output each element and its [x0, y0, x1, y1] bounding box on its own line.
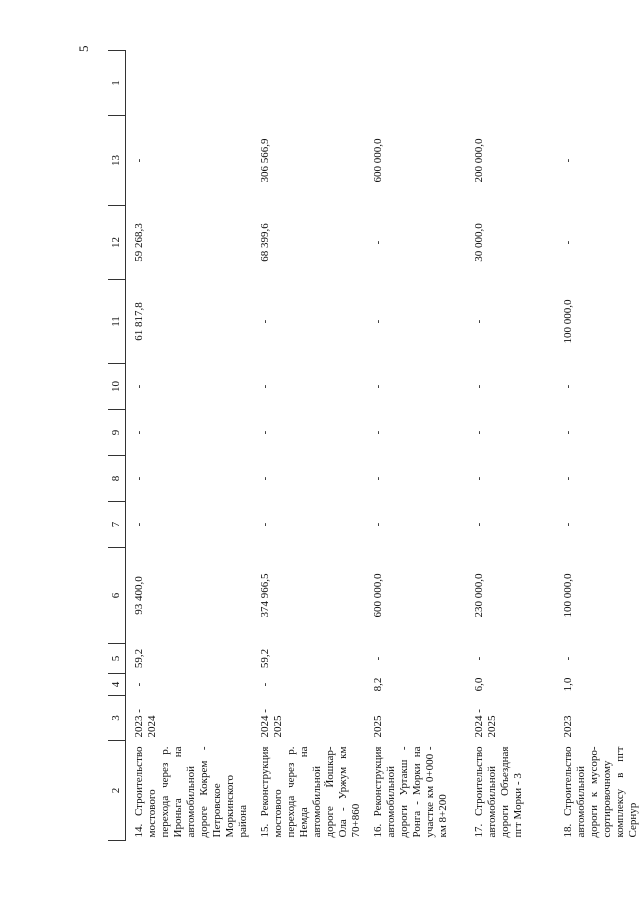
- value-cell: -: [473, 476, 485, 481]
- column-number: 3: [108, 696, 126, 741]
- table-row: [555, 51, 640, 841]
- value-cell: -: [473, 522, 485, 527]
- years-cell: 2023: [562, 715, 574, 738]
- value-cell: -: [259, 682, 271, 687]
- value-cell: -: [133, 430, 145, 435]
- column-number: 2: [108, 741, 126, 841]
- value-cell: -: [372, 656, 384, 661]
- column-number: 7: [108, 502, 126, 548]
- years-cell: 2023 - 2024: [133, 709, 158, 738]
- value-cell: -: [562, 656, 574, 661]
- years-cell: 2024 - 2025: [473, 709, 498, 738]
- value-cell: -: [133, 384, 145, 389]
- value-cell: 93 400,0: [133, 576, 145, 615]
- value-cell: -: [562, 158, 574, 163]
- value-cell: 306 566,9: [259, 138, 271, 183]
- table-row: [126, 51, 253, 841]
- value-cell: -: [562, 240, 574, 245]
- column-number: 13: [108, 116, 126, 206]
- value-cell: -: [372, 430, 384, 435]
- value-cell: -: [133, 682, 145, 687]
- value-cell: -: [133, 158, 145, 163]
- value-cell: 59,2: [133, 648, 145, 669]
- value-cell: -: [372, 522, 384, 527]
- value-cell: 600 000,0: [372, 573, 384, 618]
- value-cell: -: [133, 522, 145, 527]
- value-cell: -: [473, 319, 485, 324]
- value-cell: -: [372, 240, 384, 245]
- value-cell: 100 000,0: [562, 299, 574, 344]
- value-cell: -: [473, 384, 485, 389]
- column-number: 10: [108, 364, 126, 410]
- value-cell: -: [473, 430, 485, 435]
- table-row: [252, 51, 365, 841]
- value-cell: -: [562, 522, 574, 527]
- value-cell: 59,2: [259, 648, 271, 669]
- value-cell: -: [259, 430, 271, 435]
- object-name: 16. Реконструкция автомобильной дороги Уртакш - Ронга - Морки на участке км 0+000 - км 8+200: [372, 746, 449, 838]
- column-number: 9: [108, 410, 126, 456]
- column-number: 1: [108, 51, 126, 116]
- value-cell: 100 000,0: [562, 573, 574, 618]
- object-name: 18. Строительство автомобильной дороги к мусоро-сортировочному комплексу в пгт Сернур: [562, 746, 639, 838]
- value-cell: -: [372, 319, 384, 324]
- table-row: [365, 51, 466, 841]
- value-cell: 200 000,0: [473, 138, 485, 183]
- value-cell: 61 817,8: [133, 302, 145, 341]
- years-cell: 2024 - 2025: [259, 709, 284, 738]
- value-cell: -: [372, 384, 384, 389]
- column-number: 4: [108, 674, 126, 696]
- object-name: 15. Реконструкция мостового перехода через р. Немда на автомобильной дороге Йошкар-Ола - Уржум км 70+860: [259, 746, 362, 838]
- value-cell: -: [259, 522, 271, 527]
- value-cell: 1,0: [562, 677, 574, 692]
- page-number: 5: [76, 45, 91, 52]
- value-cell: 8,2: [372, 677, 384, 692]
- value-cell: 68 399,6: [259, 223, 271, 262]
- value-cell: -: [133, 476, 145, 481]
- column-number: 8: [108, 456, 126, 502]
- table-container: [108, 51, 639, 841]
- value-cell: -: [473, 656, 485, 661]
- table-row: [466, 51, 555, 841]
- value-cell: 230 000,0: [473, 573, 485, 618]
- object-name: 17. Строительство автомобильной дороги Объездная пгт Морки - 3: [473, 746, 524, 838]
- value-cell: -: [562, 384, 574, 389]
- column-number: 6: [108, 548, 126, 644]
- column-number: 11: [108, 280, 126, 364]
- column-number: 12: [108, 206, 126, 280]
- value-cell: 30 000,0: [473, 223, 485, 262]
- value-cell: 374 966,5: [259, 573, 271, 618]
- value-cell: -: [259, 384, 271, 389]
- column-number-row: [108, 51, 126, 841]
- object-name: 14. Строительство мостового перехода через р. Ироньга на автомобильной дороге Кокрем - Петровское Моркинского района: [133, 746, 249, 838]
- program-table: [108, 50, 640, 841]
- value-cell: -: [259, 476, 271, 481]
- value-cell: 59 268,3: [133, 223, 145, 262]
- value-cell: 600 000,0: [372, 138, 384, 183]
- value-cell: -: [562, 476, 574, 481]
- years-cell: 2025: [372, 715, 384, 738]
- value-cell: -: [259, 319, 271, 324]
- value-cell: -: [562, 430, 574, 435]
- column-number: 5: [108, 644, 126, 674]
- value-cell: -: [372, 476, 384, 481]
- value-cell: 6,0: [473, 677, 485, 692]
